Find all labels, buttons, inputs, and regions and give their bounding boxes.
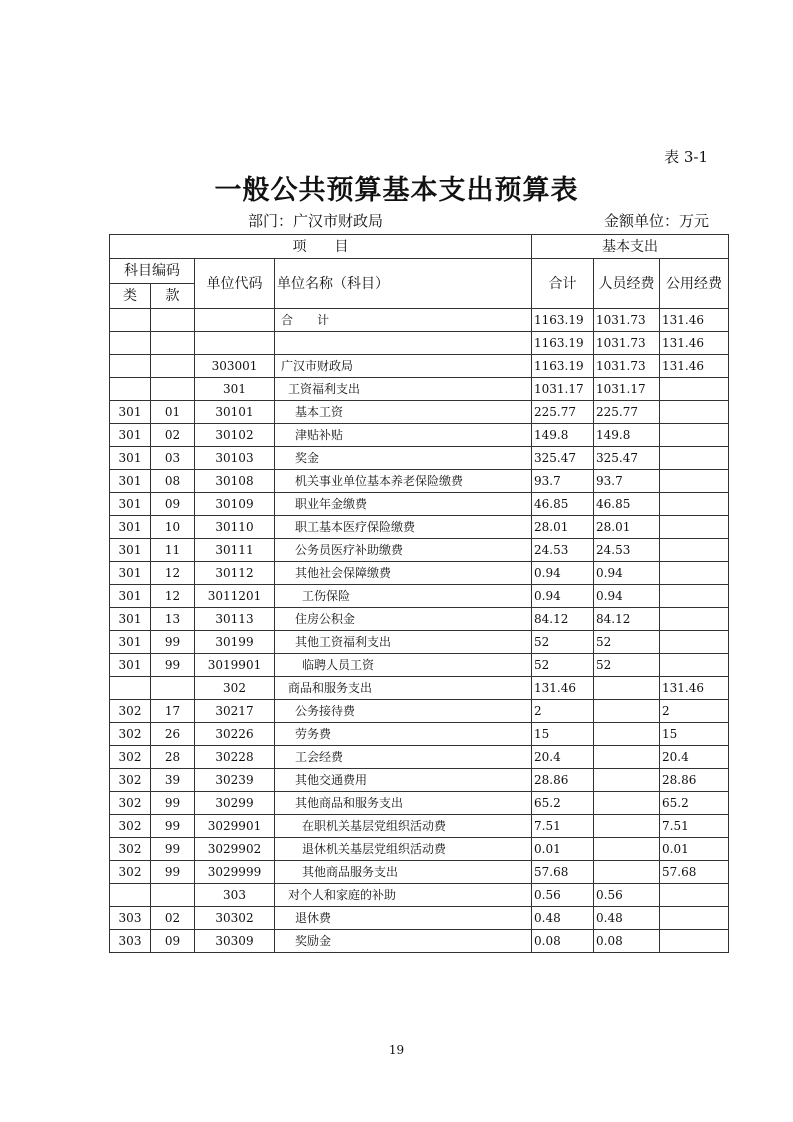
cell-personnel <box>594 769 660 792</box>
cell-lei: 302 <box>110 815 151 838</box>
cell-unit-name: 广汉市财政局 <box>275 355 532 378</box>
cell-public <box>660 539 729 562</box>
cell-total: 0.94 <box>532 562 594 585</box>
table-row <box>110 838 729 861</box>
cell-unit-code: 30226 <box>195 723 275 746</box>
table-row <box>110 677 729 700</box>
cell-public: 2 <box>660 700 729 723</box>
table-row <box>110 930 729 953</box>
cell-unit-name: 住房公积金 <box>275 608 532 631</box>
cell-unit-code: 30108 <box>195 470 275 493</box>
cell-kuan: 99 <box>151 654 195 677</box>
cell-unit-code: 303 <box>195 884 275 907</box>
cell-personnel: 149.8 <box>594 424 660 447</box>
cell-unit-code: 30228 <box>195 746 275 769</box>
cell-lei: 301 <box>110 493 151 516</box>
cell-unit-code: 30109 <box>195 493 275 516</box>
cell-public <box>660 907 729 930</box>
cell-personnel: 225.77 <box>594 401 660 424</box>
cell-personnel <box>594 677 660 700</box>
cell-kuan: 99 <box>151 631 195 654</box>
cell-unit-name: 其他社会保障缴费 <box>275 562 532 585</box>
cell-lei: 301 <box>110 631 151 654</box>
cell-unit-code: 302 <box>195 677 275 700</box>
cell-public <box>660 470 729 493</box>
header-public: 公用经费 <box>660 259 729 309</box>
table-body <box>110 235 729 953</box>
cell-kuan: 08 <box>151 470 195 493</box>
header-personnel: 人员经费 <box>594 259 660 309</box>
cell-kuan: 13 <box>151 608 195 631</box>
cell-kuan: 39 <box>151 769 195 792</box>
table-number: 表 3-1 <box>664 148 708 166</box>
cell-personnel <box>594 838 660 861</box>
cell-total: 0.94 <box>532 585 594 608</box>
header-subject-code: 科目编码 <box>110 259 195 284</box>
cell-personnel: 0.08 <box>594 930 660 953</box>
cell-unit-code: 30309 <box>195 930 275 953</box>
cell-total: 7.51 <box>532 815 594 838</box>
cell-public <box>660 631 729 654</box>
cell-kuan: 99 <box>151 838 195 861</box>
cell-lei: 303 <box>110 930 151 953</box>
table-row <box>110 631 729 654</box>
cell-unit-name <box>275 332 532 355</box>
cell-unit-code: 3011201 <box>195 585 275 608</box>
cell-unit-code: 30103 <box>195 447 275 470</box>
header-unit-name: 单位名称（科目） <box>275 259 532 309</box>
cell-public <box>660 401 729 424</box>
table-row <box>110 309 729 332</box>
table-row <box>110 861 729 884</box>
cell-public: 15 <box>660 723 729 746</box>
cell-personnel: 84.12 <box>594 608 660 631</box>
cell-lei: 301 <box>110 516 151 539</box>
cell-total: 1031.17 <box>532 378 594 401</box>
cell-unit-code: 30239 <box>195 769 275 792</box>
cell-lei <box>110 355 151 378</box>
cell-kuan: 03 <box>151 447 195 470</box>
cell-kuan <box>151 309 195 332</box>
amount-unit-label: 金额单位：万元 <box>603 212 709 230</box>
cell-unit-code: 30101 <box>195 401 275 424</box>
cell-lei <box>110 884 151 907</box>
cell-unit-code: 30110 <box>195 516 275 539</box>
cell-unit-code: 30299 <box>195 792 275 815</box>
cell-unit-name: 工会经费 <box>275 746 532 769</box>
cell-personnel <box>594 723 660 746</box>
table-row <box>110 815 729 838</box>
cell-unit-code: 303001 <box>195 355 275 378</box>
cell-unit-name: 职业年金缴费 <box>275 493 532 516</box>
cell-unit-code: 30217 <box>195 700 275 723</box>
cell-public <box>660 585 729 608</box>
cell-personnel: 52 <box>594 631 660 654</box>
cell-unit-name: 劳务费 <box>275 723 532 746</box>
table-row <box>110 516 729 539</box>
table-row <box>110 401 729 424</box>
cell-kuan <box>151 677 195 700</box>
cell-total: 65.2 <box>532 792 594 815</box>
cell-lei: 301 <box>110 447 151 470</box>
table-row <box>110 585 729 608</box>
cell-lei: 302 <box>110 861 151 884</box>
cell-total: 84.12 <box>532 608 594 631</box>
cell-total: 149.8 <box>532 424 594 447</box>
cell-lei: 302 <box>110 838 151 861</box>
cell-unit-name: 基本工资 <box>275 401 532 424</box>
cell-personnel: 1031.73 <box>594 332 660 355</box>
cell-personnel <box>594 815 660 838</box>
table-row <box>110 332 729 355</box>
cell-lei: 301 <box>110 539 151 562</box>
cell-personnel <box>594 792 660 815</box>
cell-lei: 301 <box>110 424 151 447</box>
header-unit-code: 单位代码 <box>195 259 275 309</box>
cell-lei: 301 <box>110 562 151 585</box>
cell-public <box>660 930 729 953</box>
cell-lei: 302 <box>110 769 151 792</box>
cell-unit-code: 301 <box>195 378 275 401</box>
cell-total: 46.85 <box>532 493 594 516</box>
table-row <box>110 424 729 447</box>
cell-total: 0.08 <box>532 930 594 953</box>
cell-total: 52 <box>532 631 594 654</box>
cell-unit-code: 3019901 <box>195 654 275 677</box>
cell-total: 131.46 <box>532 677 594 700</box>
cell-public <box>660 884 729 907</box>
cell-unit-name: 奖金 <box>275 447 532 470</box>
cell-total: 28.86 <box>532 769 594 792</box>
cell-unit-name: 工资福利支出 <box>275 378 532 401</box>
cell-lei: 301 <box>110 585 151 608</box>
cell-total: 28.01 <box>532 516 594 539</box>
cell-kuan <box>151 378 195 401</box>
cell-personnel: 0.48 <box>594 907 660 930</box>
cell-kuan <box>151 332 195 355</box>
cell-public: 131.46 <box>660 677 729 700</box>
table-row <box>110 907 729 930</box>
cell-total: 1163.19 <box>532 309 594 332</box>
header-row-2 <box>110 259 729 284</box>
cell-unit-name: 在职机关基层党组织活动费 <box>275 815 532 838</box>
table-row <box>110 355 729 378</box>
cell-lei: 301 <box>110 401 151 424</box>
cell-total: 325.47 <box>532 447 594 470</box>
table-row <box>110 539 729 562</box>
cell-kuan: 26 <box>151 723 195 746</box>
cell-lei <box>110 378 151 401</box>
cell-unit-name: 其他工资福利支出 <box>275 631 532 654</box>
cell-total: 0.56 <box>532 884 594 907</box>
cell-public: 131.46 <box>660 355 729 378</box>
cell-kuan: 99 <box>151 792 195 815</box>
table-row <box>110 723 729 746</box>
cell-unit-code <box>195 309 275 332</box>
cell-personnel: 0.94 <box>594 562 660 585</box>
cell-total: 0.01 <box>532 838 594 861</box>
cell-lei: 302 <box>110 792 151 815</box>
cell-kuan: 12 <box>151 562 195 585</box>
table-row <box>110 884 729 907</box>
cell-unit-name: 其他交通费用 <box>275 769 532 792</box>
cell-personnel: 24.53 <box>594 539 660 562</box>
cell-unit-name: 奖励金 <box>275 930 532 953</box>
table-row <box>110 700 729 723</box>
cell-unit-name: 其他商品和服务支出 <box>275 792 532 815</box>
cell-unit-code <box>195 332 275 355</box>
table-row <box>110 493 729 516</box>
cell-personnel: 52 <box>594 654 660 677</box>
cell-lei: 301 <box>110 608 151 631</box>
header-project: 项 目 <box>110 235 532 259</box>
cell-personnel <box>594 861 660 884</box>
cell-total: 0.48 <box>532 907 594 930</box>
cell-unit-code: 3029901 <box>195 815 275 838</box>
cell-unit-name: 退休费 <box>275 907 532 930</box>
header-lei: 类 <box>110 284 151 309</box>
cell-unit-name: 职工基本医疗保险缴费 <box>275 516 532 539</box>
cell-total: 57.68 <box>532 861 594 884</box>
cell-kuan <box>151 355 195 378</box>
cell-total: 93.7 <box>532 470 594 493</box>
cell-public <box>660 654 729 677</box>
cell-personnel: 1031.73 <box>594 355 660 378</box>
table-row <box>110 608 729 631</box>
page-number: 19 <box>388 1043 405 1057</box>
cell-personnel: 325.47 <box>594 447 660 470</box>
cell-public: 28.86 <box>660 769 729 792</box>
cell-total: 1163.19 <box>532 332 594 355</box>
cell-unit-code: 30302 <box>195 907 275 930</box>
cell-personnel: 0.56 <box>594 884 660 907</box>
header-basic-expenditure: 基本支出 <box>532 235 729 259</box>
cell-kuan: 02 <box>151 424 195 447</box>
cell-unit-code: 30112 <box>195 562 275 585</box>
cell-total: 52 <box>532 654 594 677</box>
table-row <box>110 792 729 815</box>
cell-kuan: 09 <box>151 493 195 516</box>
cell-kuan: 11 <box>151 539 195 562</box>
cell-unit-code: 30111 <box>195 539 275 562</box>
cell-kuan <box>151 884 195 907</box>
cell-lei: 302 <box>110 723 151 746</box>
cell-public <box>660 493 729 516</box>
cell-kuan: 28 <box>151 746 195 769</box>
cell-public: 7.51 <box>660 815 729 838</box>
cell-total: 15 <box>532 723 594 746</box>
cell-personnel <box>594 700 660 723</box>
cell-unit-name: 退休机关基层党组织活动费 <box>275 838 532 861</box>
cell-total: 20.4 <box>532 746 594 769</box>
cell-unit-name: 商品和服务支出 <box>275 677 532 700</box>
cell-unit-code: 30199 <box>195 631 275 654</box>
cell-lei: 302 <box>110 746 151 769</box>
department-label: 部门：广汉市财政局 <box>248 212 384 230</box>
cell-unit-name: 工伤保险 <box>275 585 532 608</box>
cell-personnel: 0.94 <box>594 585 660 608</box>
cell-kuan: 02 <box>151 907 195 930</box>
cell-lei: 303 <box>110 907 151 930</box>
cell-public <box>660 562 729 585</box>
cell-unit-name: 机关事业单位基本养老保险缴费 <box>275 470 532 493</box>
cell-unit-name: 对个人和家庭的补助 <box>275 884 532 907</box>
cell-total: 1163.19 <box>532 355 594 378</box>
cell-public: 65.2 <box>660 792 729 815</box>
cell-lei <box>110 332 151 355</box>
cell-personnel <box>594 746 660 769</box>
cell-unit-name: 临聘人员工资 <box>275 654 532 677</box>
table-row <box>110 447 729 470</box>
cell-unit-code: 3029902 <box>195 838 275 861</box>
cell-kuan: 17 <box>151 700 195 723</box>
cell-public <box>660 378 729 401</box>
cell-kuan: 10 <box>151 516 195 539</box>
cell-unit-name: 合 计 <box>275 309 532 332</box>
cell-lei: 301 <box>110 470 151 493</box>
cell-total: 225.77 <box>532 401 594 424</box>
cell-public: 131.46 <box>660 332 729 355</box>
cell-unit-code: 3029999 <box>195 861 275 884</box>
header-total: 合计 <box>532 259 594 309</box>
table-row <box>110 562 729 585</box>
cell-public <box>660 424 729 447</box>
cell-public: 0.01 <box>660 838 729 861</box>
cell-personnel: 1031.73 <box>594 309 660 332</box>
header-row-1 <box>110 235 729 259</box>
table-row <box>110 654 729 677</box>
cell-personnel: 1031.17 <box>594 378 660 401</box>
cell-public <box>660 516 729 539</box>
cell-unit-name: 其他商品服务支出 <box>275 861 532 884</box>
cell-personnel: 28.01 <box>594 516 660 539</box>
cell-unit-name: 公务员医疗补助缴费 <box>275 539 532 562</box>
cell-kuan: 99 <box>151 815 195 838</box>
cell-kuan: 99 <box>151 861 195 884</box>
cell-lei: 301 <box>110 654 151 677</box>
cell-unit-code: 30113 <box>195 608 275 631</box>
cell-lei <box>110 677 151 700</box>
cell-personnel: 93.7 <box>594 470 660 493</box>
table-row <box>110 769 729 792</box>
cell-public <box>660 608 729 631</box>
cell-public: 131.46 <box>660 309 729 332</box>
cell-public: 20.4 <box>660 746 729 769</box>
cell-public <box>660 447 729 470</box>
cell-lei: 302 <box>110 700 151 723</box>
cell-total: 2 <box>532 700 594 723</box>
table-row <box>110 746 729 769</box>
header-kuan: 款 <box>151 284 195 309</box>
cell-unit-name: 公务接待费 <box>275 700 532 723</box>
cell-personnel: 46.85 <box>594 493 660 516</box>
cell-kuan: 12 <box>151 585 195 608</box>
cell-kuan: 09 <box>151 930 195 953</box>
cell-public: 57.68 <box>660 861 729 884</box>
cell-lei <box>110 309 151 332</box>
page-title: 一般公共预算基本支出预算表 <box>214 175 579 206</box>
budget-table <box>109 234 729 953</box>
cell-kuan: 01 <box>151 401 195 424</box>
cell-total: 24.53 <box>532 539 594 562</box>
cell-unit-name: 津贴补贴 <box>275 424 532 447</box>
table-row <box>110 470 729 493</box>
cell-unit-code: 30102 <box>195 424 275 447</box>
table-row <box>110 378 729 401</box>
